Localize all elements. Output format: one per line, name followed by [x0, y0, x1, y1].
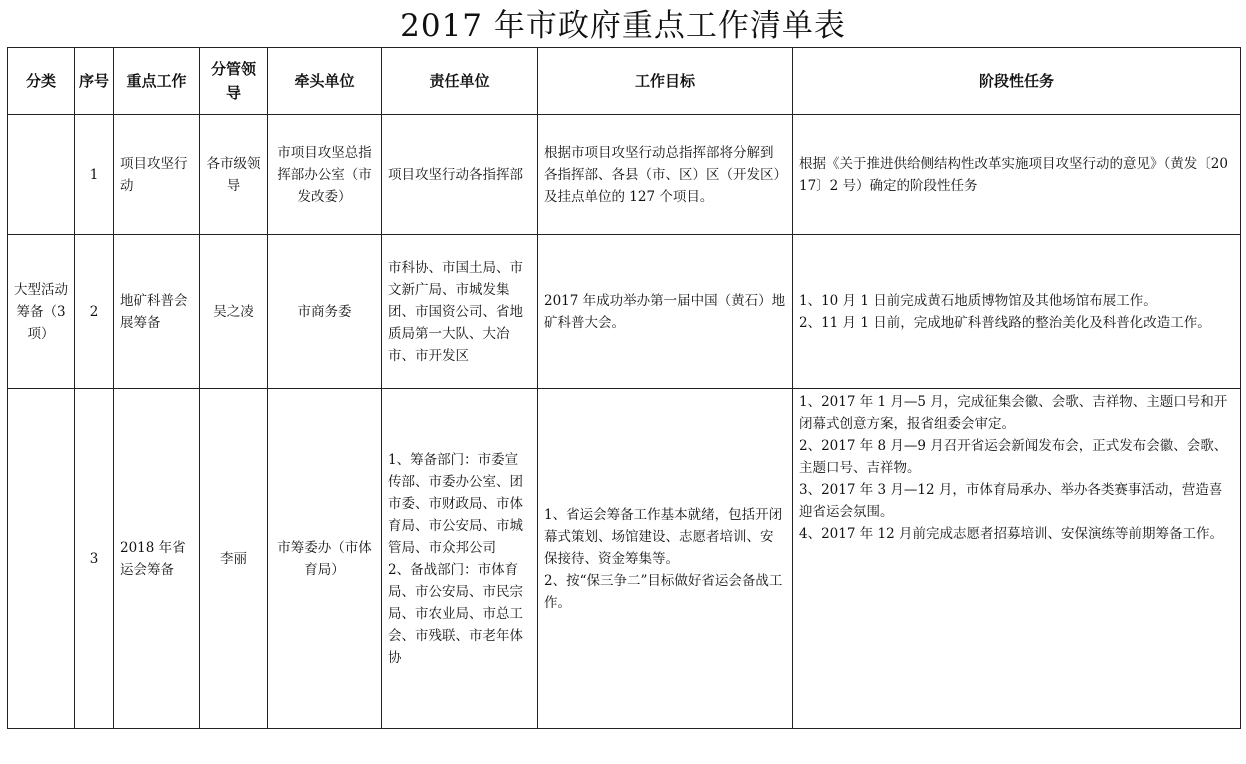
cell-goal: 2017 年成功举办第一届中国（黄石）地矿科普大会。	[538, 235, 793, 389]
cell-no: 3	[75, 389, 114, 729]
cell-work: 地矿科普会展筹备	[114, 235, 200, 389]
header-lead-unit: 牵头单位	[268, 48, 382, 115]
cell-leader: 各市级领导	[200, 115, 268, 235]
cell-tasks: 1、2017 年 1 月—5 月，完成征集会徽、会歌、吉祥物、主题口号和开闭幕式创意方案，报省组委会审定。 2、2017 年 8 月—9 月召开省运会新闻发布会，正式发布会徽、会歌、主题口号、吉祥物。 3、2017 年 3 月—12 月，市体育局承办、举办各类赛事活动，营造喜迎省运会氛围。 4、2017 年 12 月前完成志愿者招募培训、安保演练等前期筹备工作。	[793, 389, 1241, 729]
cell-category	[8, 115, 75, 235]
cell-work: 项目攻坚行动	[114, 115, 200, 235]
cell-tasks: 1、10 月 1 日前完成黄石地质博物馆及其他场馆布展工作。 2、11 月 1 日前，完成地矿科普线路的整治美化及科普化改造工作。	[793, 235, 1241, 389]
cell-no: 2	[75, 235, 114, 389]
cell-tasks: 根据《关于推进供给侧结构性改革实施项目攻坚行动的意见》（黄发〔2017〕2 号）确定的阶段性任务	[793, 115, 1241, 235]
cell-leader: 吴之凌	[200, 235, 268, 389]
header-no: 序号	[75, 48, 114, 115]
header-tasks: 阶段性任务	[793, 48, 1241, 115]
table-row	[8, 389, 1241, 729]
table-row	[8, 235, 1241, 389]
table-row	[8, 115, 1241, 235]
cell-work: 2018 年省运会筹备	[114, 389, 200, 729]
cell-no: 1	[75, 115, 114, 235]
cell-resp-unit: 项目攻坚行动各指挥部	[382, 115, 538, 235]
cell-leader: 李丽	[200, 389, 268, 729]
cell-lead-unit: 市筹委办（市体育局）	[268, 389, 382, 729]
header-goal: 工作目标	[538, 48, 793, 115]
cell-goal: 根据市项目攻坚行动总指挥部将分解到各指挥部、各县（市、区）区（开发区）及挂点单位的 127 个项目。	[538, 115, 793, 235]
header-work: 重点工作	[114, 48, 200, 115]
header-category: 分类	[8, 48, 75, 115]
cell-lead-unit: 市商务委	[268, 235, 382, 389]
header-resp-unit: 责任单位	[382, 48, 538, 115]
cell-lead-unit: 市项目攻坚总指挥部办公室（市发改委）	[268, 115, 382, 235]
cell-resp-unit: 1、筹备部门：市委宣传部、市委办公室、团市委、市财政局、市体育局、市公安局、市城管局、市众邦公司 2、备战部门：市体育局、市公安局、市民宗局、市农业局、市总工会、市残联、市老年体协	[382, 389, 538, 729]
header-leader: 分管领导	[200, 48, 268, 115]
cell-goal: 1、省运会筹备工作基本就绪，包括开闭幕式策划、场馆建设、志愿者培训、安保接待、资金筹集等。 2、按“保三争二”目标做好省运会备战工作。	[538, 389, 793, 729]
page-title: 2017 年市政府重点工作清单表	[400, 8, 846, 44]
work-list-table	[7, 47, 1241, 729]
cell-category	[8, 389, 75, 729]
table-header-row	[8, 48, 1241, 115]
cell-category: 大型活动筹备（3项）	[8, 235, 75, 389]
cell-resp-unit: 市科协、市国土局、市文新广局、市城发集团、市国资公司、省地质局第一大队、大冶市、市开发区	[382, 235, 538, 389]
